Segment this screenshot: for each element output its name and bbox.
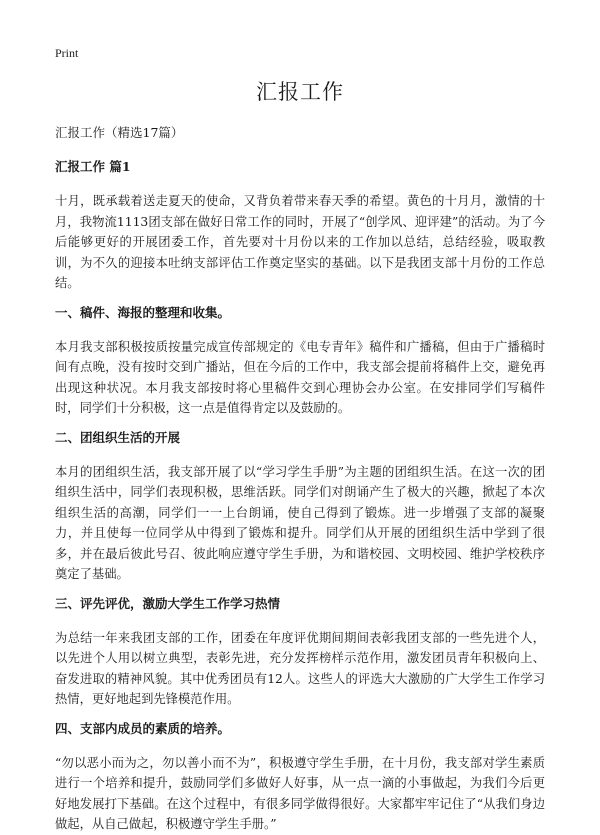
document-subtitle: 汇报工作（精选17篇） [55,125,184,140]
page-title: 汇报工作 [256,80,344,104]
section-body: 本月的团组织生活，我支部开展了以“学习学生手册”为主题的团组织生活。在这一次的团组织生活中，同学们表现积极，思维活跃。同学们对朗诵产生了极大的兴趣，掀起了本次组织生活的高潮，同学们一一上台朗诵，使自己得到了锻炼。进一步增强了支部的凝聚力，并且使每一位同学从中得到了锻炼和提升。同学们从开展的团组织生活中学到了很多，并在最后彼此号召、彼此响应遵守学生手册，为和谐校园、文明校园、维护学校秩序奠定了基础。 [55,464,545,581]
article-heading: 汇报工作 篇1 [55,159,131,174]
section-body: “勿以恶小而为之，勿以善小而不为”，积极遵守学生手册，在十月份，我支部对学生素质进行一个培养和提升，鼓励同学们多做好人好事，从一点一滴的小事做起，为我们今后更好地发展打下基础。在这个过程中，有很多同学做得很好。大家都牢牢记住了“从我们身边做起，从自己做起，积极遵守学生手册。” [55,755,545,831]
section-heading: 四、支部内成员的素质的培养。 [55,720,231,736]
section-heading: 二、团组织生活的开展 [55,429,181,445]
section-league-activities [55,429,545,585]
section-body: 为总结一年来我团支部的工作，团委在年度评优期间期间表彰我团支部的一些先进个人，以先进个人用以树立典型，表彰先进，充分发挥榜样示范作用，激发团员青年积极向上、奋发进取的精神风貌。其中优秀团员有12人。这些人的评选大大激励的广大学生工作学习热情，更好地起到先锋模范作用。 [55,630,545,706]
section-heading: 一、稿件、海报的整理和收集。 [55,304,231,320]
intro-paragraph: 十月，既承载着送走夏天的使命，又背负着带来春天季的希望。黄色的十月月，激情的十月，我物流1113团支部在做好日常工作的同时，开展了“创学风、迎评建”的活动。为了今后能够更好的开展团委工作，首先要对十月份以来的工作加以总结，总结经验，吸取教训，为不久的迎接本吐纳支部评估工作奠定坚实的基础。以下是我团支部十月份的工作总结。 [55,194,545,290]
print-link[interactable]: Print [55,46,79,60]
section-manuscripts [55,304,545,419]
section-awards [55,595,545,710]
section-member-quality [55,720,545,835]
section-body: 本月我支部积极按质按量完成宣传部规定的《电专青年》稿件和广播稿，但由于广播稿时间有点晚，没有按时交到广播站，但在今后的工作中，我支部会提前将稿件上交，避免再出现这种状况。本月我支部按时将心里稿件交到心理协会办公室。在安排同学们写稿件时，同学们十分积极，这一点是值得肯定以及鼓励的。 [55,339,545,415]
section-heading: 三、评先评优，激励大学生工作学习热情 [55,595,281,611]
